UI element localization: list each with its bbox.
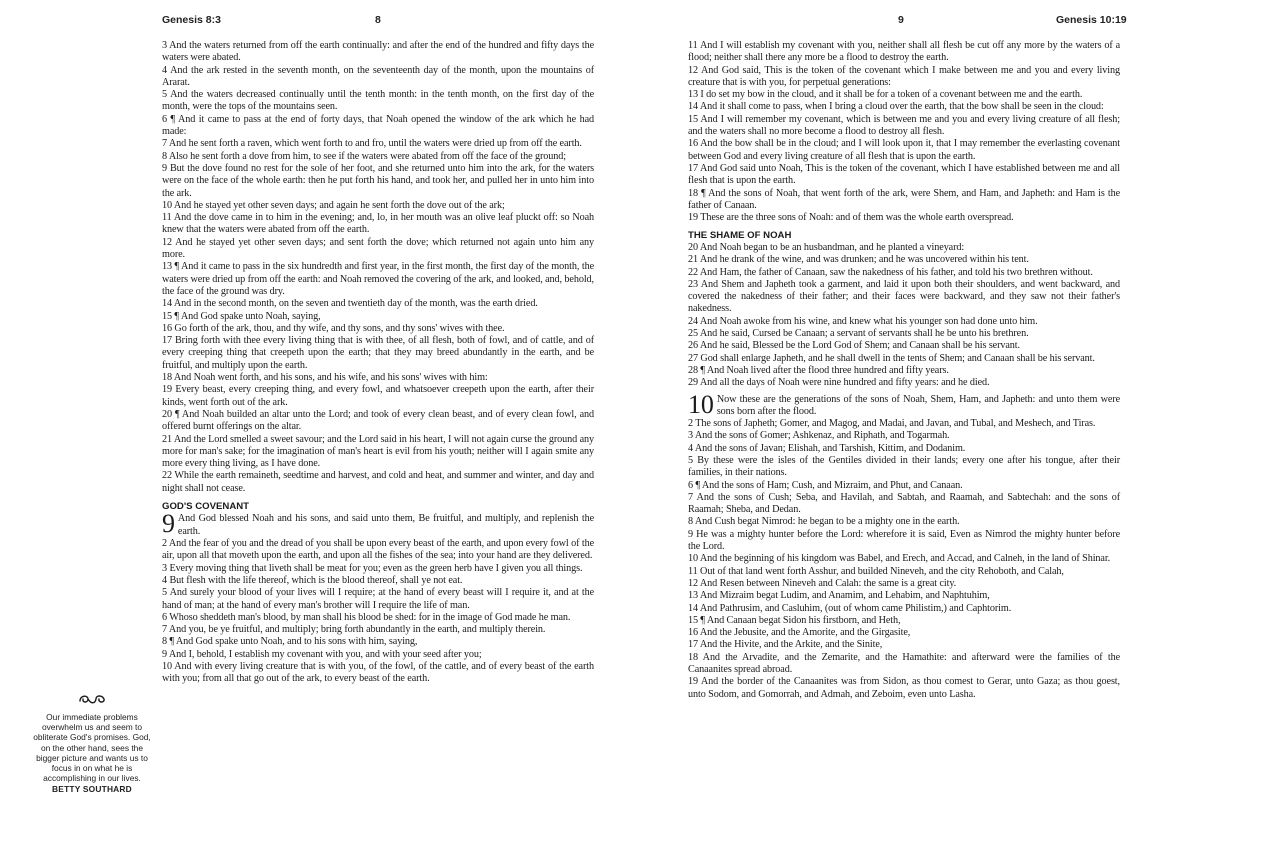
verse-list [688, 242, 1120, 390]
verse: 6 Whoso sheddeth man's blood, by man shall his blood be shed: for in the image of God made he man. [162, 611, 571, 623]
verse: 11 Out of that land went forth Asshur, and builded Nineveh, and the city Rehoboth, and Calah, [688, 565, 1064, 577]
verse: 22 And Ham, the father of Canaan, saw the nakedness of his father, and told his two brethren without. [688, 266, 1093, 278]
verse: 9 He was a mighty hunter before the Lord: wherefore it is said, Even as Nimrod the mighty hunter before the Lord. [688, 528, 1120, 553]
verse-list [162, 40, 594, 495]
right-page [640, 0, 1283, 851]
verse: 29 And all the days of Noah were nine hundred and fifty years: and he died. [688, 377, 990, 389]
verse: 18 And Noah went forth, and his sons, and his wife, and his sons' wives with him: [162, 372, 488, 384]
verse: 22 While the earth remaineth, seedtime and harvest, and cold and heat, and summer and winter, and day and night shall not cease. [162, 470, 594, 494]
verse: 13 And Mizraim begat Ludim, and Anamim, and Lehabim, and Naphtuhim, [688, 590, 990, 602]
section-heading-gods-covenant: GOD'S COVENANT [162, 500, 250, 512]
verse: 11 And the dove came in to him in the evening; and, lo, in her mouth was an olive leaf pluckt off: so Noah knew that the waters were abated from off the earth. [162, 212, 594, 236]
verse: 3 And the sons of Gomer; Ashkenaz, and Riphath, and Togarmah. [688, 430, 950, 442]
verse: 2 The sons of Japheth; Gomer, and Magog, and Madai, and Javan, and Tubal, and Meshech, and Tiras. [688, 418, 1096, 430]
verse: 14 And it shall come to pass, when I bring a cloud over the earth, that the bow shall be seen in the cloud: [688, 101, 1104, 113]
right-text-column [688, 40, 1120, 701]
running-head-right: Genesis 10:19 [1056, 14, 1127, 26]
verse: 8 And Cush begat Nimrod: he began to be a mighty one in the earth. [688, 516, 960, 528]
chapter-number: 9 [162, 509, 175, 539]
left-text-column [162, 40, 594, 686]
verse: 13 ¶ And it came to pass in the six hundredth and first year, in the first month, the first day of the month, the waters were dried up from off the earth: and Noah removed the covering of the ark, and looked, and, behold, the face of the ground was dry. [162, 261, 594, 297]
verse: 24 And Noah awoke from his wine, and knew what his younger son had done unto him. [688, 315, 1038, 327]
verse: 2 And the fear of you and the dread of you shall be upon every beast of the earth, and upon every fowl of the air, upon all that moveth upon the earth, and upon all the fishes of the sea; into your hand are they delivered. [162, 538, 594, 562]
page-number-left: 8 [375, 14, 381, 26]
chapter-start-10 [688, 389, 1120, 419]
verse: 6 ¶ And it came to pass at the end of forty days, that Noah opened the window of the ark which he had made: [162, 113, 594, 138]
verse: 21 And he drank of the wine, and was drunken; and he was uncovered within his tent. [688, 254, 1029, 266]
verse: 7 And he sent forth a raven, which went forth to and fro, until the waters were dried up from off the earth. [162, 138, 582, 150]
verse: 16 And the Jebusite, and the Amorite, and the Girgasite, [688, 627, 911, 639]
chapter-first-verse: Now these are the generations of the sons of Noah, Shem, Ham, and Japheth: and unto them were sons born after the flood. [716, 393, 1120, 417]
verse: 8 ¶ And God spake unto Noah, and to his sons with him, saying, [162, 636, 418, 648]
verse: 8 Also he sent forth a dove from him, to see if the waters were abated from off the face of the ground; [162, 150, 566, 162]
verse: 9 And I, behold, I establish my covenant with you, and with your seed after you; [162, 648, 482, 660]
verse: 21 And the Lord smelled a sweet savour; and the Lord said in his heart, I will not again curse the ground any more for man's sake; for the imagination of man's heart is evil from his youth; neither will I again smite any more every thing living, as I have done. [162, 433, 594, 470]
verse: 10 And with every living creature that is with you, of the fowl, of the cattle, and of every beast of the earth with you; from all that go out of the ark, to every beast of the earth. [162, 661, 594, 685]
verse: 4 And the sons of Javan; Elishah, and Tarshish, Kittim, and Dodanim. [688, 442, 966, 454]
verse: 19 Every beast, every creeping thing, and every fowl, and whatsoever creepeth upon the earth, after their kinds, went forth out of the ark. [162, 384, 594, 408]
verse: 4 But flesh with the life thereof, which is the blood thereof, shall ye not eat. [162, 574, 463, 586]
verse: 5 And surely your blood of your lives will I require; at the hand of every beast will I require it, and at the hand of man; at the hand of every man's brother will I require the life of man. [162, 587, 594, 611]
verse: 23 And Shem and Japheth took a garment, and laid it upon both their shoulders, and went backward, and covered the nakedness of their father; and their faces were backward, and they saw not their father's nakedness. [688, 278, 1120, 315]
verse-list [688, 40, 1120, 224]
verse: 15 And I will remember my covenant, which is between me and you and every living creature of all flesh; and the waters shall no more become a flood to destroy all flesh. [688, 113, 1120, 138]
verse: 28 ¶ And Noah lived after the flood three hundred and fifty years. [688, 364, 949, 376]
verse: 25 And he said, Cursed be Canaan; a servant of servants shall he be unto his brethren. [688, 328, 1029, 340]
verse: 12 And God said, This is the token of the covenant which I make between me and you and every living creature that is with you, for perpetual generations: [688, 64, 1120, 88]
verse: 4 And the ark rested in the seventh month, on the seventeenth day of the month, upon the mountains of Ararat. [162, 64, 594, 88]
section-heading-shame-of-noah: THE SHAME OF NOAH [688, 230, 792, 242]
verse: 17 And the Hivite, and the Arkite, and the Sinite, [688, 639, 883, 651]
verse: 15 ¶ And God spake unto Noah, saying, [162, 310, 321, 322]
left-page [0, 0, 640, 851]
verse: 9 But the dove found no rest for the sole of her foot, and she returned unto him into the ark, for the waters were on the face of the whole earth: then he put forth his hand, and took her, and pulled her in unto him into the ark. [162, 162, 594, 199]
sidebar-quote-author: BETTY SOUTHARD [52, 784, 132, 795]
verse-list [162, 538, 594, 686]
running-head-left: Genesis 8:3 [162, 14, 221, 26]
verse: 3 And the waters returned from off the earth continually: and after the end of the hundred and fifty days the waters were abated. [162, 40, 594, 64]
verse: 7 And the sons of Cush; Seba, and Havilah, and Sabtah, and Raamah, and Sabtechah: and the sons of Raamah; Sheba, and Dedan. [688, 491, 1120, 516]
verse: 3 Every moving thing that liveth shall be meat for you; even as the green herb have I given you all things. [162, 562, 583, 574]
verse: 17 And God said unto Noah, This is the token of the covenant, which I have established between me and all flesh that is upon the earth. [688, 162, 1120, 187]
verse-list [688, 418, 1120, 701]
verse: 20 And Noah began to be an husbandman, and he planted a vineyard: [688, 241, 965, 253]
verse: 10 And the beginning of his kingdom was Babel, and Erech, and Accad, and Calneh, in the land of Shinar. [688, 553, 1111, 565]
verse: 18 ¶ And the sons of Noah, that went forth of the ark, were Shem, and Ham, and Japheth: and Ham is the father of Canaan. [688, 187, 1120, 211]
verse: 14 And in the second month, on the seven and twentieth day of the month, was the earth dried. [162, 298, 538, 310]
verse: 19 These are the three sons of Noah: and of them was the whole earth overspread. [688, 212, 1014, 224]
verse: 15 ¶ And Canaan begat Sidon his firstborn, and Heth, [688, 614, 901, 626]
page-number-right: 9 [898, 14, 904, 26]
verse: 19 And the border of the Canaanites was from Sidon, as thou comest to Gerar, unto Gaza; as thou goest, unto Sodom, and Gomorrah, and Admah, and Zeboim, even unto Lasha. [688, 676, 1120, 700]
chapter-start-9 [162, 509, 594, 539]
verse: 6 ¶ And the sons of Ham; Cush, and Mizraim, and Phut, and Canaan. [688, 479, 963, 491]
verse: 14 And Pathrusim, and Casluhim, (out of whom came Philistim,) and Caphtorim. [688, 602, 1012, 614]
chapter-number: 10 [688, 389, 714, 419]
sidebar-quote-text: Our immediate problems overwhelm us and seem to obliterate God's promises. God, on the other hand, sees the bigger picture and wants us to focus in on what he is accomplishing in our lives. [33, 712, 151, 784]
verse: 11 And I will establish my covenant with you, neither shall all flesh be cut off any more by the waters of a flood; neither shall there any more be a flood to destroy the earth. [688, 40, 1120, 64]
verse: 16 Go forth of the ark, thou, and thy wife, and thy sons, and thy sons' wives with thee. [162, 322, 505, 334]
verse: 5 By these were the isles of the Gentiles divided in their lands; every one after his tongue, after their families, in their nations. [688, 455, 1120, 479]
chapter-first-verse: And God blessed Noah and his sons, and said unto them, Be fruitful, and multiply, and replenish the earth. [177, 513, 594, 537]
swirl-ornament-icon [77, 692, 107, 706]
verse: 20 ¶ And Noah builded an altar unto the Lord; and took of every clean beast, and of every clean fowl, and offered burnt offerings on the altar. [162, 408, 594, 433]
verse: 16 And the bow shall be in the cloud; and I will look upon it, that I may remember the everlasting covenant between God and every living creature of all flesh that is upon the earth. [688, 138, 1120, 162]
verse: 7 And you, be ye fruitful, and multiply; bring forth abundantly in the earth, and multiply therein. [162, 624, 546, 636]
sidebar-quote [30, 692, 154, 795]
verse: 12 And Resen between Nineveh and Calah: the same is a great city. [688, 577, 957, 589]
verse: 13 I do set my bow in the cloud, and it shall be for a token of a covenant between me and the earth. [688, 89, 1083, 101]
verse: 26 And he said, Blessed be the Lord God of Shem; and Canaan shall be his servant. [688, 340, 1020, 352]
verse: 12 And he stayed yet other seven days; and sent forth the dove; which returned not again unto him any more. [162, 236, 594, 261]
verse: 27 God shall enlarge Japheth, and he shall dwell in the tents of Shem; and Canaan shall be his servant. [688, 352, 1095, 364]
verse: 18 And the Arvadite, and the Zemarite, and the Hamathite: and afterward were the families of the Canaanites spread abroad. [688, 651, 1120, 676]
verse: 10 And he stayed yet other seven days; and again he sent forth the dove out of the ark; [162, 199, 505, 211]
verse: 17 Bring forth with thee every living thing that is with thee, of all flesh, both of fowl, and of cattle, and of every creeping thing that creepeth upon the earth; that they may breed abundantly in the earth, and be fruitful, and multiply upon the earth. [162, 335, 594, 371]
verse: 5 And the waters decreased continually until the tenth month: in the tenth month, on the first day of the month, were the tops of the mountains seen. [162, 89, 594, 113]
